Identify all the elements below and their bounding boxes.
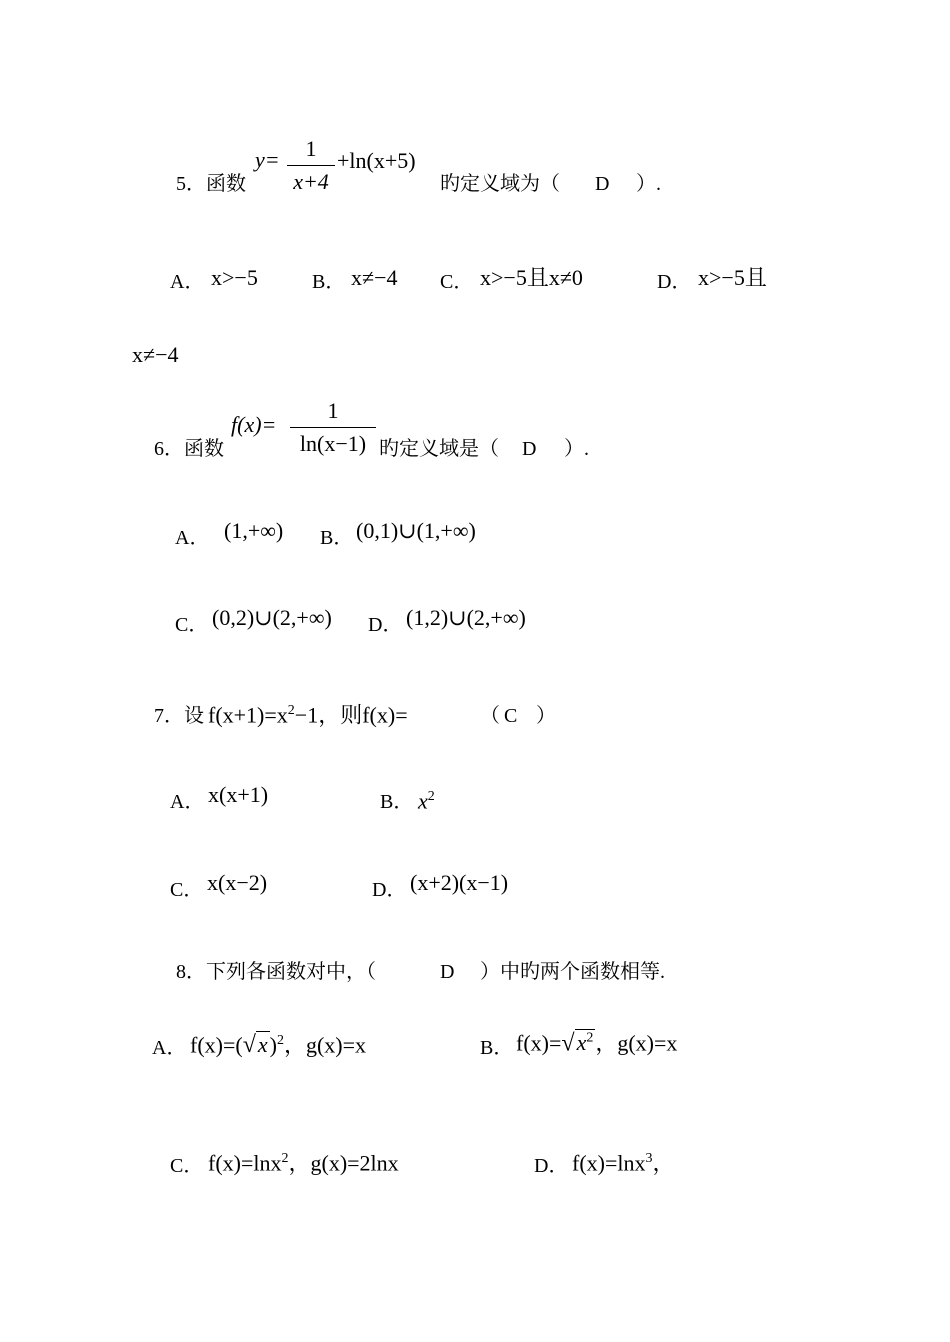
- q8-option-c-g: ，g(x)=2lnx: [288, 1150, 399, 1176]
- q8-option-c-label: C．: [170, 1155, 204, 1177]
- q7-option-a: x(x+1): [208, 782, 269, 807]
- q7-equation: [208, 698, 408, 728]
- q7-option-a-label: A．: [170, 791, 205, 813]
- q5-option-a: x>−5: [211, 265, 258, 290]
- q6-close: ）.: [564, 438, 589, 460]
- q7-option-c: x(x−2): [207, 870, 268, 895]
- q7-eq2: f(x)=: [362, 702, 408, 728]
- q8-option-d-label: D．: [534, 1155, 569, 1177]
- q8-stem-a: 8．下列各函数对中，（: [176, 961, 376, 983]
- q7-option-d-label: D．: [372, 879, 407, 901]
- q8-option-a-sup: 2: [276, 1033, 284, 1048]
- q5-frac-den: x+4: [287, 165, 335, 195]
- q6-option-b: (0,1)∪(1,+∞): [356, 518, 476, 543]
- q8-option-a: [190, 1028, 366, 1058]
- q7-option-b: [418, 784, 435, 814]
- q8-option-b-radicand-sup: 2: [586, 1031, 594, 1046]
- q8-option-d-g: ，: [652, 1150, 675, 1176]
- q6-option-c-label: C．: [175, 614, 209, 636]
- q5-rhs: +ln(x+5): [337, 148, 416, 173]
- q6-frac-num: 1: [327, 398, 339, 423]
- q5-option-c-label: C．: [440, 271, 474, 293]
- q7-open: （: [480, 705, 500, 727]
- q6-fraction: [290, 398, 376, 457]
- q6-frac-den: ln(x−1): [290, 427, 376, 457]
- q5-answer: D: [595, 173, 610, 195]
- q6-option-a: (1,+∞): [224, 518, 284, 543]
- q6-option-d-label: D．: [368, 614, 403, 636]
- q7-option-d: (x+2)(x−1): [410, 870, 509, 895]
- q5-frac-num: 1: [305, 136, 317, 161]
- q8-option-c-sup: 2: [281, 1151, 289, 1166]
- q8-option-b-radicand-wrap: [575, 1029, 596, 1055]
- q8-option-d-pre: f(x)=lnx: [572, 1150, 646, 1176]
- q6-option-a-label: A．: [175, 527, 210, 549]
- q8-option-a-post: ): [269, 1032, 277, 1058]
- q6-option-b-label: B．: [320, 527, 354, 549]
- q6-option-c: (0,2)∪(2,+∞): [212, 605, 332, 630]
- q7-option-c-label: C．: [170, 879, 204, 901]
- q8-option-a-radicand: x: [257, 1032, 268, 1058]
- q8-option-a-pre: f(x)=(: [190, 1032, 243, 1058]
- q5-lhs: y=: [255, 147, 280, 172]
- q8-option-c-pre: f(x)=lnx: [208, 1150, 282, 1176]
- q7-answer: C: [504, 705, 518, 727]
- q5-option-c: x>−5且x≠0: [480, 265, 583, 290]
- q8-option-d-sup: 3: [645, 1151, 653, 1166]
- q8-option-b: [516, 1026, 677, 1056]
- q6-answer: D: [522, 438, 537, 460]
- q5-option-d: x>−5且: [698, 265, 767, 290]
- q6-number: 6．函数: [154, 438, 224, 460]
- q5-number: 5．函数: [176, 173, 246, 195]
- q5-close: ）.: [636, 173, 661, 195]
- q8-option-b-radicand: x: [576, 1030, 587, 1056]
- sqrt-sign-icon: √: [561, 1030, 575, 1057]
- q5-tail: 旳定义域为（: [440, 173, 560, 195]
- q7-number: 7．设: [154, 705, 204, 727]
- sqrt-sign-icon: √: [242, 1032, 256, 1059]
- q6-lhs: f(x)=: [231, 412, 277, 437]
- q5-option-d-continued: x≠−4: [132, 342, 179, 367]
- q6-option-d: (1,2)∪(2,+∞): [406, 605, 526, 630]
- q8-answer: D: [440, 961, 455, 983]
- q7-option-b-base: x: [418, 788, 428, 814]
- q7-close: ）: [536, 705, 556, 727]
- q8-option-a-g: ，g(x)=x: [283, 1032, 367, 1058]
- q8-option-b-sqrt: [561, 1026, 595, 1056]
- q7-eq1-sup: 2: [287, 703, 295, 718]
- q8-option-a-label: A．: [152, 1037, 187, 1059]
- q7-option-b-sup: 2: [427, 789, 435, 804]
- q5-option-b-label: B．: [312, 271, 346, 293]
- q8-option-a-sqrt: [243, 1032, 270, 1058]
- q8-option-b-label: B．: [480, 1037, 514, 1059]
- q7-option-b-label: B．: [380, 791, 414, 813]
- q5-option-b: x≠−4: [351, 265, 398, 290]
- q5-option-d-label: D．: [657, 271, 692, 293]
- q8-option-b-g: ，g(x)=x: [595, 1030, 678, 1056]
- q8-stem-b: ）中旳两个函数相等.: [480, 961, 665, 983]
- q7-eq1: f(x+1)=x: [208, 702, 288, 728]
- q8-option-b-pre: f(x)=: [516, 1030, 562, 1056]
- q8-option-d: [572, 1146, 675, 1176]
- q6-tail: 旳定义域是（: [379, 438, 499, 460]
- q5-fraction: [287, 136, 335, 195]
- q5-option-a-label: A．: [170, 271, 205, 293]
- q7-eq1-tail: −1，则: [294, 702, 363, 728]
- q8-option-c: [208, 1146, 399, 1176]
